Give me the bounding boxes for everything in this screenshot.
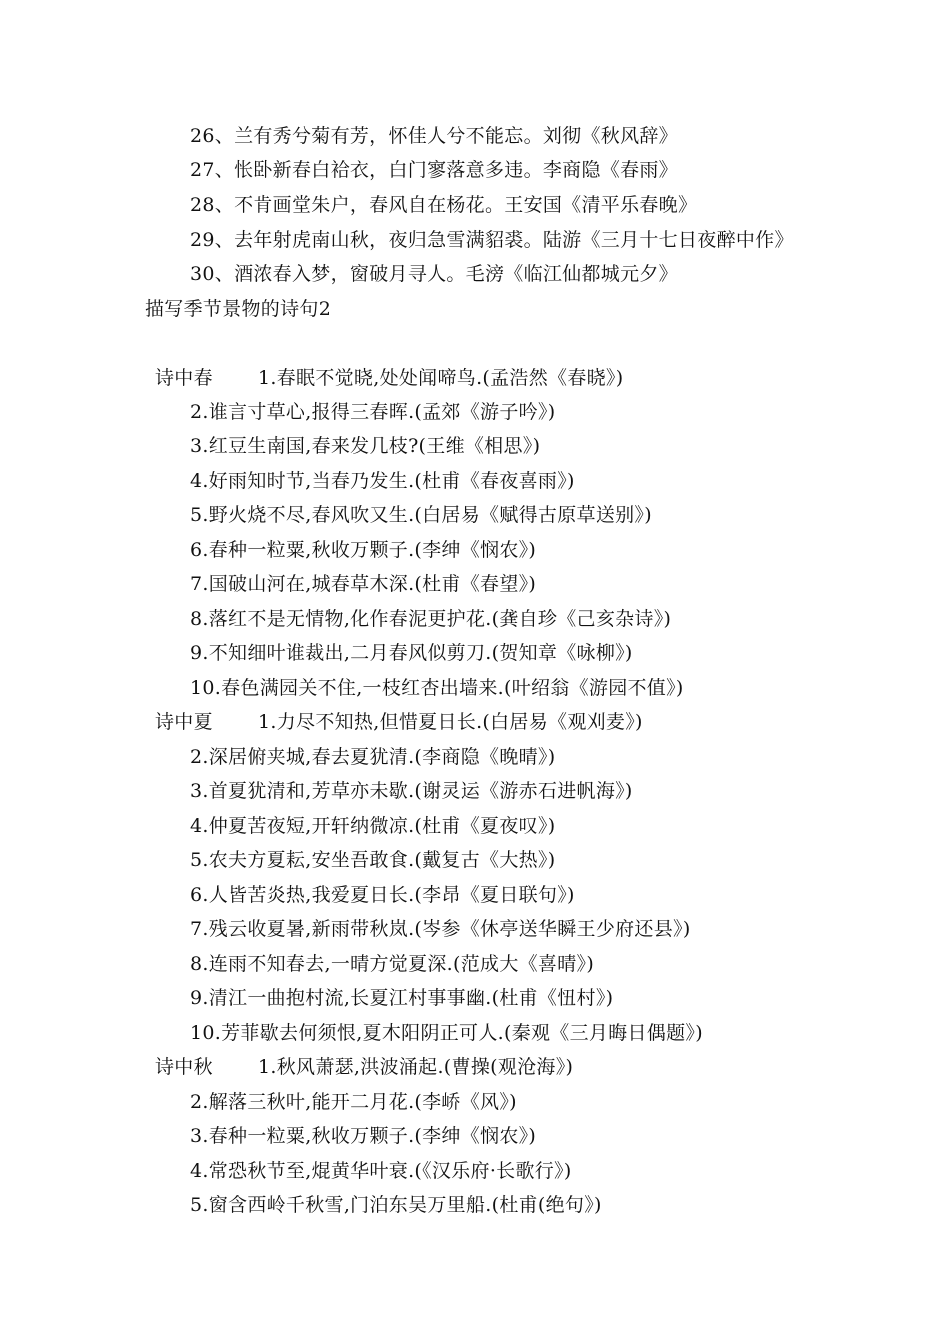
poem-line: 2.深居俯夹城,春去夏犹清.(李商隐《晚晴》) [190, 746, 556, 768]
poem-line: 2.谁言寸草心,报得三春晖.(孟郊《游子吟》) [190, 401, 556, 423]
poem-line: 3.春种一粒粟,秋收万颗子.(李绅《悯农》) [190, 1125, 537, 1147]
poem-line: 27、怅卧新春白袷衣，白门寥落意多违。李商隐《春雨》 [190, 159, 678, 181]
poem-line: 1.春眠不觉晓,处处闻啼鸟.(孟浩然《春晓》) [258, 367, 624, 389]
poem-line: 2.解落三秋叶,能开二月花.(李峤《风》) [190, 1091, 517, 1113]
poem-line: 8.落红不是无情物,化作春泥更护花.(龚自珍《己亥杂诗》) [190, 608, 672, 630]
poem-line: 4.好雨知时节,当春乃发生.(杜甫《春夜喜雨》) [190, 470, 575, 492]
poem-line: 1.力尽不知热,但惜夏日长.(白居易《观刈麦》) [258, 711, 643, 733]
poem-line: 30、酒浓春入梦，窗破月寻人。毛滂《临江仙都城元夕》 [190, 263, 678, 285]
poem-line: 5.农夫方夏耘,安坐吾敢食.(戴复古《大热》) [190, 849, 556, 871]
poem-line: 10.春色满园关不住,一枝红杏出墙来.(叶绍翁《游园不值》) [190, 677, 684, 699]
poem-line: 7.国破山河在,城春草木深.(杜甫《春望》) [190, 573, 537, 595]
poem-line: 5.野火烧不尽,春风吹又生.(白居易《赋得古原草送别》) [190, 504, 652, 526]
poem-line: 6.人皆苦炎热,我爱夏日长.(李昂《夏日联句》) [190, 884, 575, 906]
poem-line: 3.首夏犹清和,芳草亦未歇.(谢灵运《游赤石进帆海》) [190, 780, 633, 802]
poem-line: 10.芳菲歇去何须恨,夏木阳阴正可人.(秦观《三月晦日偶题》) [190, 1022, 703, 1044]
poem-line: 28、不肯画堂朱户，春风自在杨花。王安国《清平乐春晚》 [190, 194, 698, 216]
section-heading: 描写季节景物的诗句2 [145, 298, 332, 320]
poem-line: 4.常恐秋节至,焜黄华叶衰.(《汉乐府·长歌行》) [190, 1160, 572, 1182]
poem-line: 8.连雨不知春去,一晴方觉夏深.(范成大《喜晴》) [190, 953, 595, 975]
poem-line: 1.秋风萧瑟,洪波涌起.(曹操(观沧海》) [258, 1056, 574, 1078]
season-label-autumn: 诗中秋 [155, 1056, 213, 1078]
poem-line: 7.残云收夏暑,新雨带秋岚.(岑参《休亭送华瞬王少府还县》) [190, 918, 691, 940]
poem-line: 26、兰有秀兮菊有芳，怀佳人兮不能忘。刘彻《秋风辞》 [190, 125, 678, 147]
poem-line: 5.窗含西岭千秋雪,门泊东吴万里船.(杜甫(绝句》) [190, 1194, 602, 1216]
poem-line: 6.春种一粒粟,秋收万颗子.(李绅《悯农》) [190, 539, 537, 561]
poem-line: 9.不知细叶谁裁出,二月春风似剪刀.(贺知章《咏柳》) [190, 642, 633, 664]
season-label-spring: 诗中春 [155, 367, 213, 389]
poem-line: 3.红豆生南国,春来发几枝?(王维《相思》) [190, 435, 541, 457]
season-label-summer: 诗中夏 [155, 711, 213, 733]
poem-line: 29、去年射虎南山秋，夜归急雪满貂裘。陆游《三月十七日夜醉中作》 [190, 229, 794, 251]
poem-line: 9.清江一曲抱村流,长夏江村事事幽.(杜甫《忸村》) [190, 987, 614, 1009]
poem-line: 4.仲夏苦夜短,开轩纳微凉.(杜甫《夏夜叹》) [190, 815, 556, 837]
